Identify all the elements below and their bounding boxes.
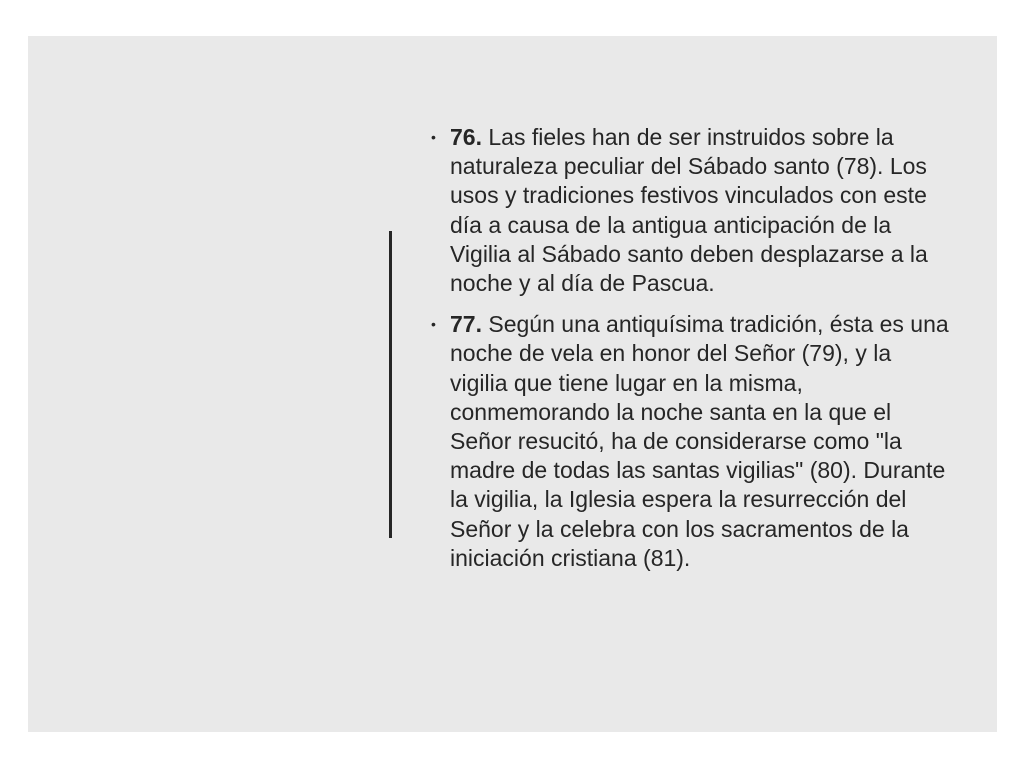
bullet-dot-icon: •: [431, 316, 436, 333]
bullet-item-77: [431, 310, 951, 573]
bullet-text: Las fieles han de ser instruidos sobre la naturaleza peculiar del Sábado santo (78). Los usos y tradiciones festivos vinculados con este día a causa de la antigua anticipación de la Vigilia al Sábado santo deben desplazarse a la noche y al día de Pascua.: [450, 124, 928, 297]
bullet-text: Según una antiquísima tradición, ésta es una noche de vela en honor del Señor (79), y la vigilia que tiene lugar en la misma, conmemorando la noche santa en la que el Señor resucitó, ha de considerarse como "la madre de todas las santas vigilias" (80). Durante la vigilia, la Iglesia espera la resurrección del Señor y la celebra con los sacramentos de la iniciación cristiana (81).: [450, 311, 949, 571]
bullet-dot-icon: •: [431, 129, 436, 145]
bullet-number: 76.: [450, 124, 482, 150]
text-content: [431, 123, 951, 585]
bullet-item-76: [431, 123, 951, 298]
slide: [28, 36, 997, 732]
vertical-divider: [389, 231, 392, 538]
bullet-number: 77.: [450, 311, 482, 338]
